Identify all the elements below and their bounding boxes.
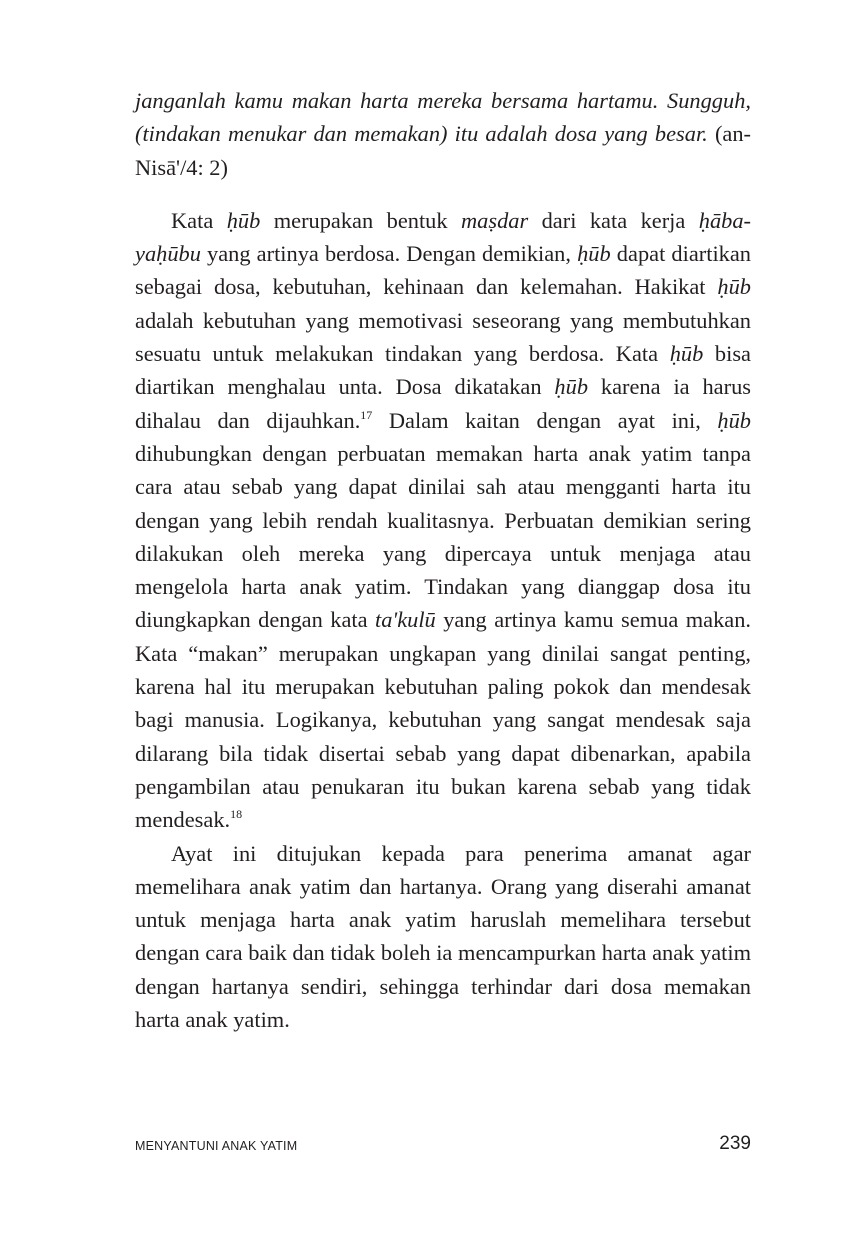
running-title: MENYANTUNI ANAK YATIM [135, 1139, 298, 1153]
page-number: 239 [719, 1133, 751, 1154]
transliteration-term: ta'kulū [375, 607, 436, 633]
body-paragraph-2: Ayat ini ditujukan kepada para penerima amanat agar memelihara anak yatim dan hartanya. Orang yang diserahi amanat untuk menjaga harta anak yatim haruslah memelihara tersebut dengan cara baik dan tidak boleh ia mencampurkan harta anak yatim dengan hartanya sendiri, sehingga terhindar dari dosa memakan harta anak yatim. [135, 840, 751, 1033]
transliteration-term: ḥūb [717, 407, 751, 433]
text-segment: dihubungkan dengan perbuatan memakan harta anak yatim tanpa cara atau sebab yang dapat dinilai sah atau mengganti harta itu dengan yang lebih rendah kualitasnya. Perbuatan demikian sering dilakukan oleh mereka yang dipercaya untuk menjaga atau mengelola harta anak yatim. Tindakan yang dianggap dosa itu diungkapkan dengan kata [135, 440, 751, 633]
text-segment: adalah kebutuhan yang memotivasi seseorang yang membutuhkan sesuatu untuk melakukan tindakan yang berdosa. Kata [135, 307, 751, 367]
text-segment: yang artinya berdosa. Dengan demikian, [200, 241, 578, 267]
quran-translation-quote [135, 84, 751, 184]
body-paragraph-1 [135, 204, 751, 837]
transliteration-term: ḥūb [717, 274, 751, 300]
transliteration-term: ḥāba-yaḥūbu [135, 207, 751, 267]
transliteration-term: ḥūb [226, 207, 261, 233]
footnote-marker[interactable]: 17 [360, 407, 373, 422]
page-body [135, 84, 751, 1036]
text-segment: yang artinya kamu semua makan. Kata “makan” merupakan ungkapan yang dinilai sangat penting, karena hal itu merupakan kebutuhan paling pokok dan mendesak bagi manusia. Logikanya, kebutuhan yang sangat mendesak saja dilarang bila tidak disertai sebab yang dapat dibenarkan, apabila pengambilan atau penukaran itu bukan karena sebab yang tidak mendesak. [135, 607, 751, 833]
transliteration-term: maṣdar [461, 207, 529, 233]
footnote-marker[interactable]: 18 [230, 807, 243, 822]
text-segment: karena ia harus dihalau dan dijauhkan. [135, 374, 751, 433]
text-segment: Dalam kaitan dengan ayat ini, [372, 407, 718, 433]
text-segment: merupakan bentuk [260, 207, 461, 233]
text-segment: dapat diartikan sebagai dosa, kebutuhan, kehinaan dan kelemahan. Hakikat [135, 241, 751, 300]
text-segment: dari kata kerja [528, 207, 699, 233]
text-segment: bisa diartikan menghalau unta. Dosa dikatakan [135, 341, 751, 400]
transliteration-term: ḥūb [577, 241, 611, 267]
page-footer [135, 1133, 751, 1163]
transliteration-term: ḥūb [554, 374, 589, 400]
quote-italic-text: janganlah kamu makan harta mereka bersama hartamu. Sungguh, (tindakan menukar dan memakan) itu adalah dosa yang besar. [135, 88, 751, 147]
transliteration-term: ḥūb [669, 341, 704, 367]
quote-reference: (an-Nisā'/4: 2) [135, 121, 752, 180]
text-segment: Kata [171, 207, 227, 233]
